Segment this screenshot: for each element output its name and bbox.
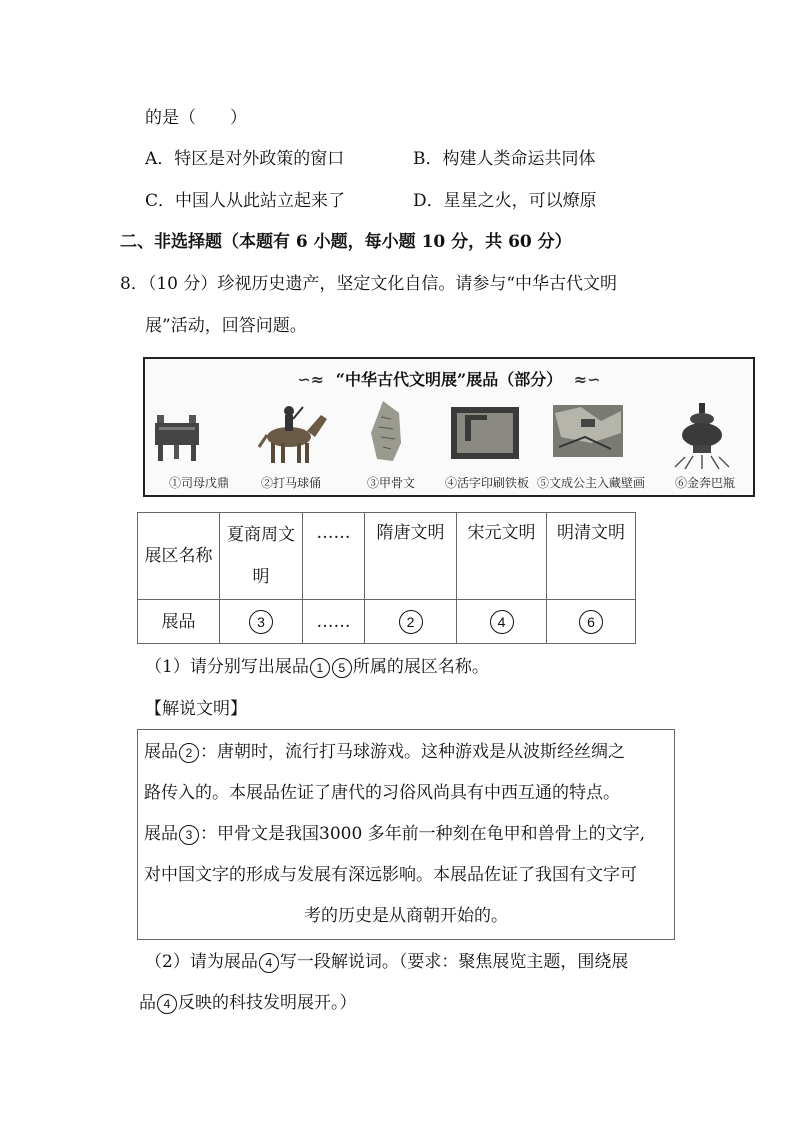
exhibit-strip-title-text: “中华古代文明展”展品（部分）: [335, 370, 563, 389]
explain-p2-pre: 展品: [144, 824, 178, 844]
table-row: [138, 600, 636, 644]
q8-stem-line1: 8．（10 分）珍视历史遗产，坚定文化自信。请参与“中华古代文明: [120, 274, 618, 294]
explain-p1-line2: 路传入的。本展品佐证了唐代的习俗风尚具有中西互通的特点。: [144, 783, 620, 803]
q8-sub1-post: 所属的展区名称。: [352, 657, 489, 677]
q7-stem-tail: 的是（ ）: [145, 108, 247, 128]
table-header-ellipsis: ……: [303, 513, 365, 600]
exhibit-6: [655, 393, 755, 493]
oracle-bone-icon: [341, 393, 441, 473]
circled-number: 3: [249, 610, 273, 634]
circled-number: 2: [179, 743, 199, 763]
table-cell-ming-qing: [547, 600, 636, 644]
q7-option-c: C．中国人从此站立起来了: [145, 191, 346, 211]
explain-p2-line2: 对中国文字的形成与发展有深远影响。本展品佐证了我国有文字可: [144, 865, 637, 885]
q8-sub2-line1: [145, 950, 628, 974]
exhibit-3: [341, 393, 441, 493]
table-cell-xia-shang-zhou: [220, 600, 303, 644]
table-header-xia-shang-zhou-line1: 夏商周文: [227, 525, 295, 545]
exhibit-2-label: ②打马球俑: [260, 476, 321, 490]
table-header-xia-shang-zhou: [220, 513, 303, 600]
q7-option-b: B．构建人类命运共同体: [413, 149, 596, 169]
q8-stem-line2: 展”活动，回答问题。: [145, 316, 307, 336]
explain-heading: 【解说文明】: [145, 699, 247, 719]
table-header-song-yuan: 宋元文明: [457, 513, 547, 600]
exhibit-2: [241, 393, 341, 493]
circled-number: 4: [490, 610, 514, 634]
circled-number: 5: [332, 658, 352, 678]
exhibit-6-label: ⑥金奔巴瓶: [674, 476, 735, 490]
explain-p1-post: ：唐朝时，流行打马球游戏。这种游戏是从波斯经丝绸之: [200, 742, 625, 762]
table-cell-sui-tang: [365, 600, 457, 644]
exhibit-4: [437, 393, 537, 493]
circled-number: 6: [579, 610, 603, 634]
q8-sub2-l2-post: 反映的科技发明展开。）: [178, 993, 357, 1013]
explain-p2-post: ：甲骨文是我国3000 多年前一种刻在龟甲和兽骨上的文字,: [200, 824, 646, 844]
exhibit-5-label: ⑤文成公主入藏壁画: [537, 476, 646, 490]
cloud-ornament-left-icon: ∽≈: [297, 370, 325, 389]
golden-urn-icon: [655, 393, 755, 473]
table-row-label-exhibits: 展品: [138, 600, 220, 644]
ding-cauldron-icon: [149, 393, 249, 473]
movable-type-plate-icon: [437, 393, 537, 473]
circled-number: 3: [179, 825, 199, 845]
exhibit-3-label: ③甲骨文: [366, 476, 415, 490]
explain-p1-line1: [144, 740, 625, 764]
exhibit-strip: [143, 357, 755, 497]
table-cell-ellipsis: ……: [303, 600, 365, 644]
circled-number: 4: [259, 953, 279, 973]
section-heading: 二、非选择题（本题有 6 小题，每小题 10 分，共 60 分）: [120, 232, 572, 252]
q8-sub1: [145, 655, 489, 679]
exhibit-4-label: ④活字印刷铁板: [444, 476, 529, 490]
table-header-xia-shang-zhou-line2: 明: [252, 567, 270, 587]
exhibit-1: [149, 393, 249, 493]
table-header-zone-name: 展区名称: [138, 513, 220, 600]
explanation-box: [137, 729, 675, 940]
q7-option-d: D．星星之火，可以燎原: [413, 191, 597, 211]
table-header-ming-qing: 明清文明: [547, 513, 636, 600]
exhibit-strip-title: [145, 367, 753, 390]
cloud-ornament-right-icon: ≈∽: [573, 370, 601, 389]
exhibit-5: [537, 393, 646, 493]
q8-sub2-line2: [139, 991, 357, 1015]
table-cell-song-yuan: [457, 600, 547, 644]
polo-horse-rider-icon: [241, 393, 341, 473]
circled-number: 2: [399, 610, 423, 634]
q8-sub2-l2-pre: 品: [139, 993, 156, 1013]
explain-p1-pre: 展品: [144, 742, 178, 762]
mural-painting-icon: [541, 393, 641, 473]
exhibit-1-label: ①司母戊鼎: [168, 476, 229, 490]
q8-sub1-pre: （1）请分别写出展品: [145, 657, 309, 677]
table-row: [138, 513, 636, 600]
circled-number: 4: [157, 994, 177, 1014]
exhibit-zone-table: [137, 512, 636, 644]
circled-number: 1: [310, 658, 330, 678]
q7-option-a: A．特区是对外政策的窗口: [145, 149, 345, 169]
q8-sub2-post: 写一段解说词。（要求：聚焦展览主题，围绕展: [279, 952, 629, 972]
explain-p2-line1: [144, 822, 645, 846]
q8-sub2-pre: （2）请为展品: [145, 952, 258, 972]
explain-p2-line3: 考的历史是从商朝开始的。: [304, 906, 508, 926]
table-header-sui-tang: 隋唐文明: [365, 513, 457, 600]
